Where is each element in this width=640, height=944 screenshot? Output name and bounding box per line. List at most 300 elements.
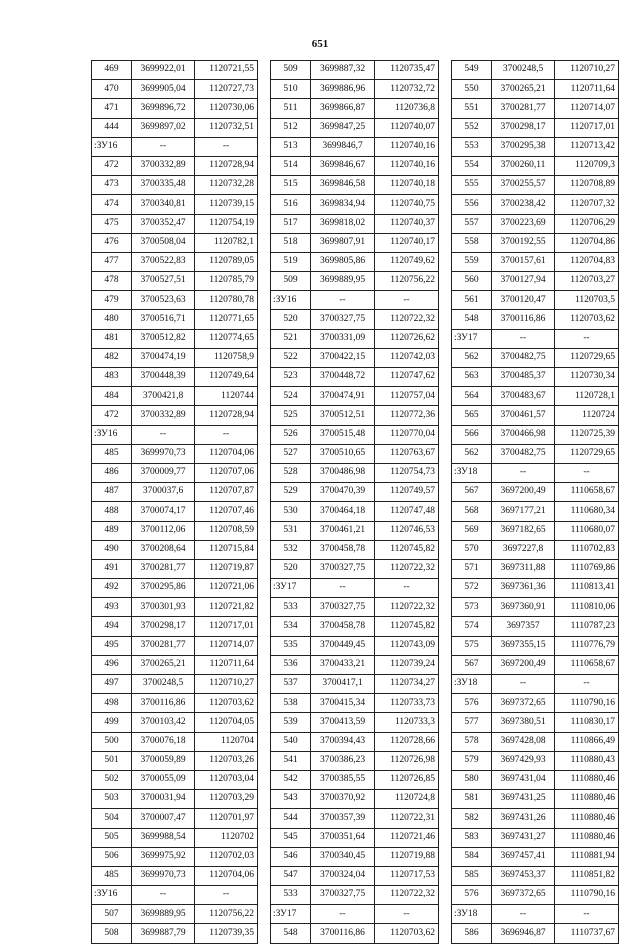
y-coordinate-cell: 1120715,84 <box>195 540 258 559</box>
y-coordinate-cell: 1120756,22 <box>375 272 439 291</box>
y-coordinate-cell: 1120704 <box>195 732 258 751</box>
x-coordinate-cell: 3700512,51 <box>311 406 375 425</box>
point-number-cell: :ЗУ16 <box>92 886 132 905</box>
table-row <box>452 99 619 118</box>
x-coordinate-cell: 3700112,06 <box>132 521 195 540</box>
y-coordinate-cell: 1120725,39 <box>555 425 619 444</box>
table-row <box>92 368 258 387</box>
table-row <box>271 713 439 732</box>
page-number: 651 <box>311 38 329 50</box>
point-number-cell: 564 <box>452 387 492 406</box>
y-coordinate-cell: 1120704,05 <box>195 713 258 732</box>
point-number-cell: 507 <box>92 905 132 924</box>
table-row <box>452 905 619 924</box>
x-coordinate-cell: 3700527,51 <box>132 272 195 291</box>
x-coordinate-cell: 3699988,54 <box>132 828 195 847</box>
x-coordinate-cell: 3700385,55 <box>311 770 375 789</box>
table-row <box>452 195 619 214</box>
y-coordinate-cell: 1110880,46 <box>555 770 619 789</box>
table-row <box>452 521 619 540</box>
table-row <box>92 272 258 291</box>
table-row <box>452 483 619 502</box>
table-row <box>452 61 619 80</box>
point-number-cell: 533 <box>271 886 311 905</box>
x-coordinate-cell: 3700031,94 <box>132 790 195 809</box>
point-number-cell: 492 <box>92 579 132 598</box>
y-coordinate-cell: 1120733,73 <box>375 694 439 713</box>
point-number-cell: 498 <box>92 694 132 713</box>
y-coordinate-cell: 1110737,67 <box>555 924 619 943</box>
y-coordinate-cell: 1120740,18 <box>375 176 439 195</box>
table-row <box>452 137 619 156</box>
table-row <box>92 406 258 425</box>
y-coordinate-cell: 1120744 <box>195 387 258 406</box>
x-coordinate-cell: 3700508,04 <box>132 233 195 252</box>
y-coordinate-cell: 1110702,83 <box>555 540 619 559</box>
point-number-cell: 535 <box>271 636 311 655</box>
point-number-cell: 559 <box>452 252 492 271</box>
x-coordinate-cell: 3697355,15 <box>492 636 555 655</box>
x-coordinate-cell: 3700037,6 <box>132 483 195 502</box>
table-row <box>271 195 439 214</box>
table-row <box>271 579 439 598</box>
table-row <box>92 675 258 694</box>
table-row <box>452 559 619 578</box>
table-row <box>452 118 619 137</box>
point-number-cell: 562 <box>452 444 492 463</box>
table-row <box>452 502 619 521</box>
y-coordinate-cell: 1110880,46 <box>555 828 619 847</box>
x-coordinate-cell: 3697431,27 <box>492 828 555 847</box>
point-number-cell: 568 <box>452 502 492 521</box>
table-row <box>92 751 258 770</box>
point-number-cell: :ЗУ18 <box>452 675 492 694</box>
x-coordinate-cell: -- <box>492 675 555 694</box>
table-row <box>271 483 439 502</box>
y-coordinate-cell: 1120756,22 <box>195 905 258 924</box>
table-row <box>271 444 439 463</box>
x-coordinate-cell: 3700461,57 <box>492 406 555 425</box>
point-number-cell: 497 <box>92 675 132 694</box>
point-number-cell: 504 <box>92 809 132 828</box>
y-coordinate-cell: 1120782,1 <box>195 233 258 252</box>
x-coordinate-cell: 3700335,48 <box>132 176 195 195</box>
table-row <box>92 156 258 175</box>
point-number-cell: 500 <box>92 732 132 751</box>
point-number-cell: 557 <box>452 214 492 233</box>
point-number-cell: 577 <box>452 713 492 732</box>
table-row <box>92 770 258 789</box>
y-coordinate-cell: 1110813,41 <box>555 579 619 598</box>
point-number-cell: 488 <box>92 502 132 521</box>
y-coordinate-cell: 1120717,01 <box>555 118 619 137</box>
table-row <box>92 99 258 118</box>
x-coordinate-cell: 3700515,48 <box>311 425 375 444</box>
x-coordinate-cell: 3700458,78 <box>311 617 375 636</box>
x-coordinate-cell: 3700461,21 <box>311 521 375 540</box>
point-number-cell: 482 <box>92 348 132 367</box>
point-number-cell: 534 <box>271 617 311 636</box>
point-number-cell: 518 <box>271 233 311 252</box>
point-number-cell: :ЗУ16 <box>92 137 132 156</box>
x-coordinate-cell: 3700486,98 <box>311 463 375 482</box>
y-coordinate-cell: 1120717,53 <box>375 866 439 885</box>
table-row <box>452 233 619 252</box>
y-coordinate-cell: 1120713,42 <box>555 137 619 156</box>
y-coordinate-cell: 1110680,07 <box>555 521 619 540</box>
y-coordinate-cell: 1120724 <box>555 406 619 425</box>
table-row <box>271 924 439 943</box>
y-coordinate-cell: 1120726,62 <box>375 329 439 348</box>
point-number-cell: 481 <box>92 329 132 348</box>
x-coordinate-cell: 3700433,21 <box>311 655 375 674</box>
x-coordinate-cell: 3699866,87 <box>311 99 375 118</box>
x-coordinate-cell: 3700482,75 <box>492 444 555 463</box>
table-row <box>452 214 619 233</box>
point-number-cell: 526 <box>271 425 311 444</box>
x-coordinate-cell: 3699889,95 <box>132 905 195 924</box>
point-number-cell: 477 <box>92 252 132 271</box>
point-number-cell: 503 <box>92 790 132 809</box>
point-number-cell: 548 <box>271 924 311 943</box>
table-row <box>271 866 439 885</box>
y-coordinate-cell: 1120730,34 <box>555 368 619 387</box>
table-row <box>271 751 439 770</box>
point-number-cell: 520 <box>271 310 311 329</box>
y-coordinate-cell: 1110769,86 <box>555 559 619 578</box>
x-coordinate-cell: 3700458,78 <box>311 540 375 559</box>
table-row <box>271 675 439 694</box>
point-number-cell: 506 <box>92 847 132 866</box>
x-coordinate-cell: 3699887,79 <box>132 924 195 943</box>
y-coordinate-cell: -- <box>195 886 258 905</box>
x-coordinate-cell: -- <box>311 291 375 310</box>
x-coordinate-cell: 3700103,42 <box>132 713 195 732</box>
table-row <box>271 156 439 175</box>
y-coordinate-cell: 1120739,35 <box>195 924 258 943</box>
point-number-cell: 540 <box>271 732 311 751</box>
y-coordinate-cell: 1120785,79 <box>195 272 258 291</box>
point-number-cell: 578 <box>452 732 492 751</box>
x-coordinate-cell: 3700332,89 <box>132 406 195 425</box>
point-number-cell: 580 <box>452 770 492 789</box>
table-row <box>452 444 619 463</box>
y-coordinate-cell: 1120722,32 <box>375 886 439 905</box>
point-number-cell: 523 <box>271 368 311 387</box>
y-coordinate-cell: 1120703,04 <box>195 770 258 789</box>
point-number-cell: 545 <box>271 828 311 847</box>
table-row <box>92 924 258 943</box>
y-coordinate-cell: 1120770,04 <box>375 425 439 444</box>
x-coordinate-cell: 3697227,8 <box>492 540 555 559</box>
y-coordinate-cell: 1120740,37 <box>375 214 439 233</box>
x-coordinate-cell: 3697357 <box>492 617 555 636</box>
table-row <box>271 905 439 924</box>
point-number-cell: 469 <box>92 61 132 80</box>
table-row <box>92 636 258 655</box>
y-coordinate-cell: 1120732,72 <box>375 80 439 99</box>
point-number-cell: 514 <box>271 156 311 175</box>
y-coordinate-cell: 1120763,67 <box>375 444 439 463</box>
x-coordinate-cell: 3700055,09 <box>132 770 195 789</box>
point-number-cell: :ЗУ18 <box>452 905 492 924</box>
y-coordinate-cell: 1120740,75 <box>375 195 439 214</box>
table-row <box>452 348 619 367</box>
table-row <box>271 348 439 367</box>
x-coordinate-cell: 3699847,25 <box>311 118 375 137</box>
y-coordinate-cell: 1120706,29 <box>555 214 619 233</box>
y-coordinate-cell: 1120704,86 <box>555 233 619 252</box>
table-row <box>452 463 619 482</box>
y-coordinate-cell: 1120742,03 <box>375 348 439 367</box>
x-coordinate-cell: 3700417,1 <box>311 675 375 694</box>
x-coordinate-cell: 3700295,38 <box>492 137 555 156</box>
y-coordinate-cell: 1120703,26 <box>195 751 258 770</box>
table-row <box>271 463 439 482</box>
x-coordinate-cell: 3700059,89 <box>132 751 195 770</box>
x-coordinate-cell: 3700474,91 <box>311 387 375 406</box>
y-coordinate-cell: 1110680,34 <box>555 502 619 521</box>
x-coordinate-cell: 3700298,17 <box>132 617 195 636</box>
x-coordinate-cell: 3697372,65 <box>492 886 555 905</box>
x-coordinate-cell: 3700485,37 <box>492 368 555 387</box>
point-number-cell: 533 <box>271 598 311 617</box>
y-coordinate-cell: 1120722,32 <box>375 559 439 578</box>
point-number-cell: 511 <box>271 99 311 118</box>
table-row <box>271 732 439 751</box>
table-row <box>92 214 258 233</box>
table-row <box>271 502 439 521</box>
point-number-cell: 538 <box>271 694 311 713</box>
table-row <box>92 195 258 214</box>
point-number-cell: 532 <box>271 540 311 559</box>
x-coordinate-cell: 3700386,23 <box>311 751 375 770</box>
x-coordinate-cell: 3699818,02 <box>311 214 375 233</box>
y-coordinate-cell: 1120739,15 <box>195 195 258 214</box>
table-row <box>92 387 258 406</box>
x-coordinate-cell: 3700116,86 <box>311 924 375 943</box>
table-row <box>271 118 439 137</box>
x-coordinate-cell: 3697429,93 <box>492 751 555 770</box>
table-row <box>271 61 439 80</box>
point-number-cell: 522 <box>271 348 311 367</box>
x-coordinate-cell: 3697431,04 <box>492 770 555 789</box>
point-number-cell: 567 <box>452 483 492 502</box>
x-coordinate-cell: 3697361,36 <box>492 579 555 598</box>
x-coordinate-cell: 3699886,96 <box>311 80 375 99</box>
table-row <box>452 790 619 809</box>
x-coordinate-cell: 3700327,75 <box>311 598 375 617</box>
x-coordinate-cell: 3700127,94 <box>492 272 555 291</box>
point-number-cell: 524 <box>271 387 311 406</box>
y-coordinate-cell: 1120721,46 <box>375 828 439 847</box>
table-row <box>452 272 619 291</box>
point-number-cell: 495 <box>92 636 132 655</box>
y-coordinate-cell: 1110790,16 <box>555 694 619 713</box>
x-coordinate-cell: 3699975,92 <box>132 847 195 866</box>
point-number-cell: 562 <box>452 348 492 367</box>
y-coordinate-cell: 1110880,46 <box>555 790 619 809</box>
y-coordinate-cell: 1120740,16 <box>375 156 439 175</box>
x-coordinate-cell: 3700116,86 <box>492 310 555 329</box>
y-coordinate-cell: -- <box>195 137 258 156</box>
x-coordinate-cell: 3699970,73 <box>132 444 195 463</box>
y-coordinate-cell: 1120704,06 <box>195 444 258 463</box>
point-number-cell: 576 <box>452 694 492 713</box>
x-coordinate-cell: 3700327,75 <box>311 886 375 905</box>
y-coordinate-cell: 1120749,62 <box>375 252 439 271</box>
point-number-cell: 474 <box>92 195 132 214</box>
x-coordinate-cell: 3700009,77 <box>132 463 195 482</box>
x-coordinate-cell: 3700074,17 <box>132 502 195 521</box>
y-coordinate-cell: 1120771,65 <box>195 310 258 329</box>
y-coordinate-cell: 1120780,78 <box>195 291 258 310</box>
x-coordinate-cell: 3700448,39 <box>132 368 195 387</box>
y-coordinate-cell: -- <box>195 425 258 444</box>
point-number-cell: 476 <box>92 233 132 252</box>
point-number-cell: 576 <box>452 886 492 905</box>
x-coordinate-cell: 3699807,91 <box>311 233 375 252</box>
y-coordinate-cell: 1120730,06 <box>195 99 258 118</box>
point-number-cell: 560 <box>452 272 492 291</box>
table-row <box>452 694 619 713</box>
point-number-cell: 471 <box>92 99 132 118</box>
point-number-cell: :ЗУ18 <box>452 463 492 482</box>
y-coordinate-cell: 1110881,94 <box>555 847 619 866</box>
point-number-cell: 491 <box>92 559 132 578</box>
x-coordinate-cell: 3700357,39 <box>311 809 375 828</box>
y-coordinate-cell: 1120707,46 <box>195 502 258 521</box>
table-row <box>452 425 619 444</box>
y-coordinate-cell: 1120734,27 <box>375 675 439 694</box>
point-number-cell: 541 <box>271 751 311 770</box>
point-number-cell: 521 <box>271 329 311 348</box>
x-coordinate-cell: 3700351,64 <box>311 828 375 847</box>
point-number-cell: 548 <box>452 310 492 329</box>
point-number-cell: 572 <box>452 579 492 598</box>
x-coordinate-cell: 3700301,93 <box>132 598 195 617</box>
x-coordinate-cell: 3700281,77 <box>492 99 555 118</box>
y-coordinate-cell: 1120745,82 <box>375 540 439 559</box>
x-coordinate-cell: 3700422,15 <box>311 348 375 367</box>
x-coordinate-cell: 3700413,59 <box>311 713 375 732</box>
y-coordinate-cell: 1120728,94 <box>195 156 258 175</box>
y-coordinate-cell: 1120722,32 <box>375 598 439 617</box>
y-coordinate-cell: -- <box>555 905 619 924</box>
table-row <box>452 310 619 329</box>
table-row <box>271 790 439 809</box>
x-coordinate-cell: 3700466,98 <box>492 425 555 444</box>
point-number-cell: 484 <box>92 387 132 406</box>
x-coordinate-cell: 3697453,37 <box>492 866 555 885</box>
x-coordinate-cell: -- <box>492 329 555 348</box>
point-number-cell: 579 <box>452 751 492 770</box>
point-number-cell: 509 <box>271 61 311 80</box>
y-coordinate-cell: 1120726,98 <box>375 751 439 770</box>
point-number-cell: 569 <box>452 521 492 540</box>
x-coordinate-cell: 3696946,87 <box>492 924 555 943</box>
y-coordinate-cell: 1120724,8 <box>375 790 439 809</box>
table-row <box>92 905 258 924</box>
y-coordinate-cell: 1110776,79 <box>555 636 619 655</box>
x-coordinate-cell: -- <box>132 137 195 156</box>
table-row <box>92 483 258 502</box>
point-number-cell: 553 <box>452 137 492 156</box>
table-row <box>452 924 619 943</box>
table-row <box>452 751 619 770</box>
point-number-cell: 570 <box>452 540 492 559</box>
point-number-cell: :ЗУ17 <box>271 905 311 924</box>
x-coordinate-cell: 3699970,73 <box>132 866 195 885</box>
x-coordinate-cell: 3700370,92 <box>311 790 375 809</box>
point-number-cell: 486 <box>92 463 132 482</box>
point-number-cell: 473 <box>92 176 132 195</box>
point-number-cell: 546 <box>271 847 311 866</box>
x-coordinate-cell: 3700482,75 <box>492 348 555 367</box>
point-number-cell: 552 <box>452 118 492 137</box>
point-number-cell: 475 <box>92 214 132 233</box>
table-row <box>271 214 439 233</box>
y-coordinate-cell: 1120745,82 <box>375 617 439 636</box>
y-coordinate-cell: 1110880,43 <box>555 751 619 770</box>
x-coordinate-cell: 3700474,19 <box>132 348 195 367</box>
y-coordinate-cell: 1120747,48 <box>375 502 439 521</box>
point-number-cell: 556 <box>452 195 492 214</box>
point-number-cell: 563 <box>452 368 492 387</box>
y-coordinate-cell: 1120749,64 <box>195 368 258 387</box>
y-coordinate-cell: 1120717,01 <box>195 617 258 636</box>
table-row <box>271 252 439 271</box>
point-number-cell: 520 <box>271 559 311 578</box>
point-number-cell: 573 <box>452 598 492 617</box>
point-number-cell: 544 <box>271 809 311 828</box>
table-row <box>92 502 258 521</box>
y-coordinate-cell: 1110830,17 <box>555 713 619 732</box>
table-row <box>271 886 439 905</box>
point-number-cell: 485 <box>92 444 132 463</box>
point-number-cell: 584 <box>452 847 492 866</box>
y-coordinate-cell: 1120789,05 <box>195 252 258 271</box>
table-row <box>271 387 439 406</box>
table-row <box>271 636 439 655</box>
x-coordinate-cell: 3699846,67 <box>311 156 375 175</box>
table-row <box>271 368 439 387</box>
x-coordinate-cell: -- <box>311 579 375 598</box>
table-row <box>92 252 258 271</box>
y-coordinate-cell: -- <box>555 463 619 482</box>
y-coordinate-cell: 1120703,29 <box>195 790 258 809</box>
x-coordinate-cell: 3699922,01 <box>132 61 195 80</box>
point-number-cell: 444 <box>92 118 132 137</box>
table-row <box>452 732 619 751</box>
x-coordinate-cell: 3700331,09 <box>311 329 375 348</box>
table-row <box>452 636 619 655</box>
y-coordinate-cell: 1110851,82 <box>555 866 619 885</box>
point-number-cell: 585 <box>452 866 492 885</box>
y-coordinate-cell: 1120733,3 <box>375 713 439 732</box>
y-coordinate-cell: 1120704,06 <box>195 866 258 885</box>
y-coordinate-cell: 1120758,9 <box>195 348 258 367</box>
x-coordinate-cell: 3700449,45 <box>311 636 375 655</box>
table-row <box>92 425 258 444</box>
point-number-cell: 574 <box>452 617 492 636</box>
table-row <box>92 521 258 540</box>
table-row <box>271 176 439 195</box>
x-coordinate-cell: 3700470,39 <box>311 483 375 502</box>
x-coordinate-cell: 3700298,17 <box>492 118 555 137</box>
y-coordinate-cell: 1120772,36 <box>375 406 439 425</box>
point-number-cell: 551 <box>452 99 492 118</box>
